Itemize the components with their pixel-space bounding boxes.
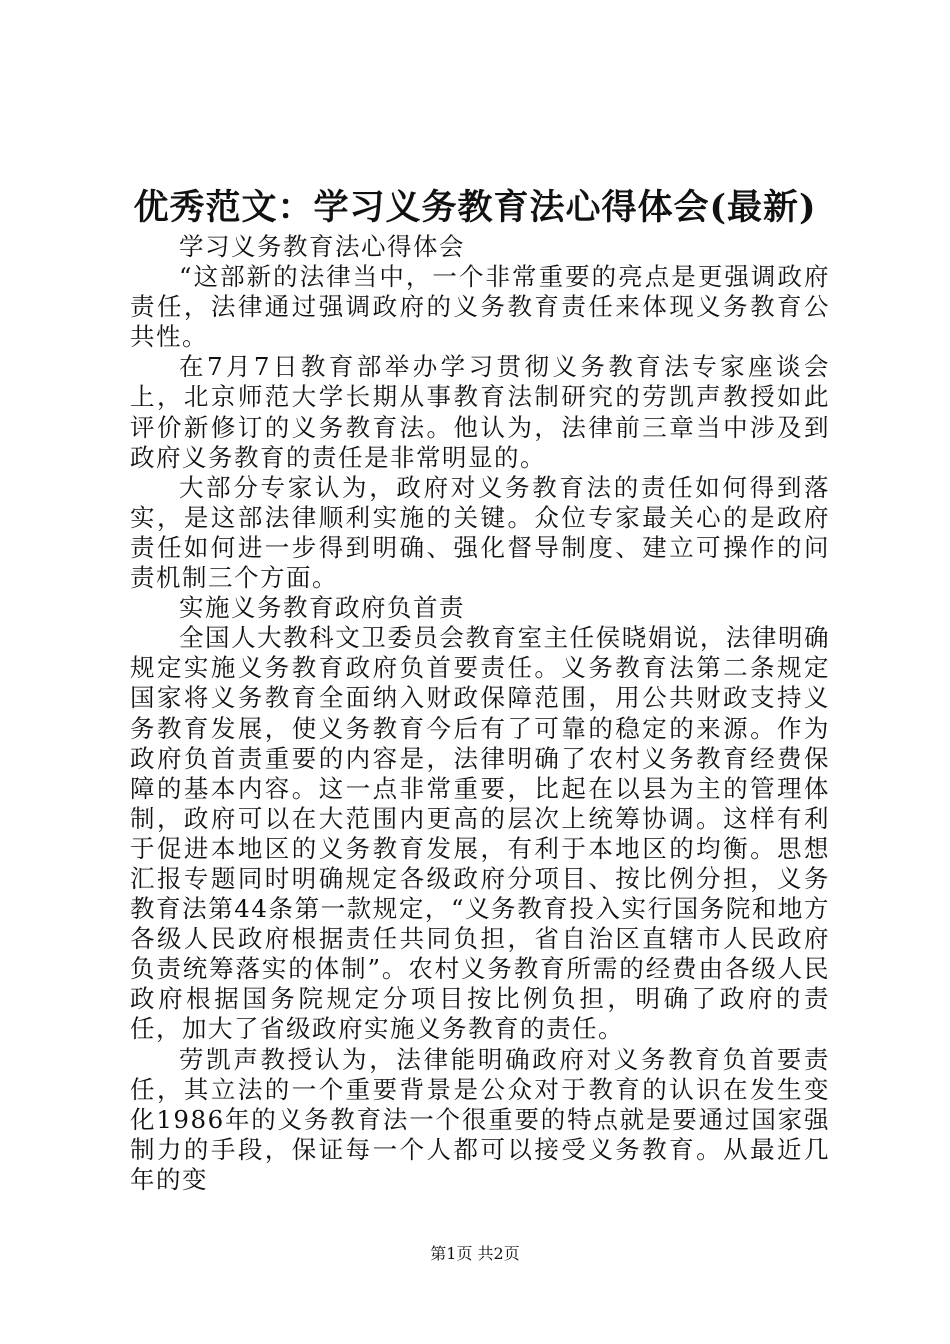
paragraph: 劳凯声教授认为，法律能明确政府对义务教育负首要责任，其立法的一个重要背景是公众对于教育的认识在发生变化1986年的义务教育法一个很重要的特点就是要通过国家强制力的手段，保证每一个人都可以接受义务教育。从最近几年的变 (130, 1044, 830, 1194)
paragraph: 在7月7日教育部举办学习贯彻义务教育法专家座谈会上，北京师范大学长期从事教育法制研究的劳凯声教授如此评价新修订的义务教育法。他认为，法律前三章当中涉及到政府义务教育的责任是非常明显的。 (130, 352, 830, 472)
paragraph: “这部新的法律当中，一个非常重要的亮点是更强调政府责任，法律通过强调政府的义务教育责任来体现义务教育公共性。 (130, 262, 830, 352)
paragraph: 实施义务教育政府负首责 (179, 593, 465, 623)
paragraph: 学习义务教育法心得体会 (179, 232, 465, 261)
paragraph: 大部分专家认为，政府对义务教育法的责任如何得到落实，是这部法律顺利实施的关键。众位专家最关心的是政府责任如何进一步得到明确、强化督导制度、建立可操作的问责机制三个方面。 (130, 472, 830, 593)
page-number-footer: 第1页 共2页 (430, 1244, 520, 1263)
document-title: 优秀范文：学习义务教育法心得体会(最新) (133, 187, 817, 228)
paragraph: 全国人大教科文卫委员会教育室主任侯晓娟说，法律明确规定实施义务教育政府负首要责任。义务教育法第二条规定国家将义务教育全面纳入财政保障范围，用公共财政支持义务教育发展，使义务教育今后有了可靠的稳定的来源。作为政府负首责重要的内容是，法律明确了农村义务教育经费保障的基本内容。这一点非常重要，比起在以县为主的管理体制，政府可以在大范围内更高的层次上统筹协调。这样有利于促进本地区的义务教育发展，有利于本地区的均衡。思想汇报专题同时明确规定各级政府分项目、按比例分担，义务教育法第44条第一款规定，“义务教育投入实行国务院和地方各级人民政府根据责任共同负担，省自治区直辖市人民政府负责统筹落实的体制”。农村义务教育所需的经费由各级人民政府根据国务院规定分项目按比例负担，明确了政府的责任，加大了省级政府实施义务教育的责任。 (130, 623, 830, 1044)
document-body (130, 232, 830, 1195)
